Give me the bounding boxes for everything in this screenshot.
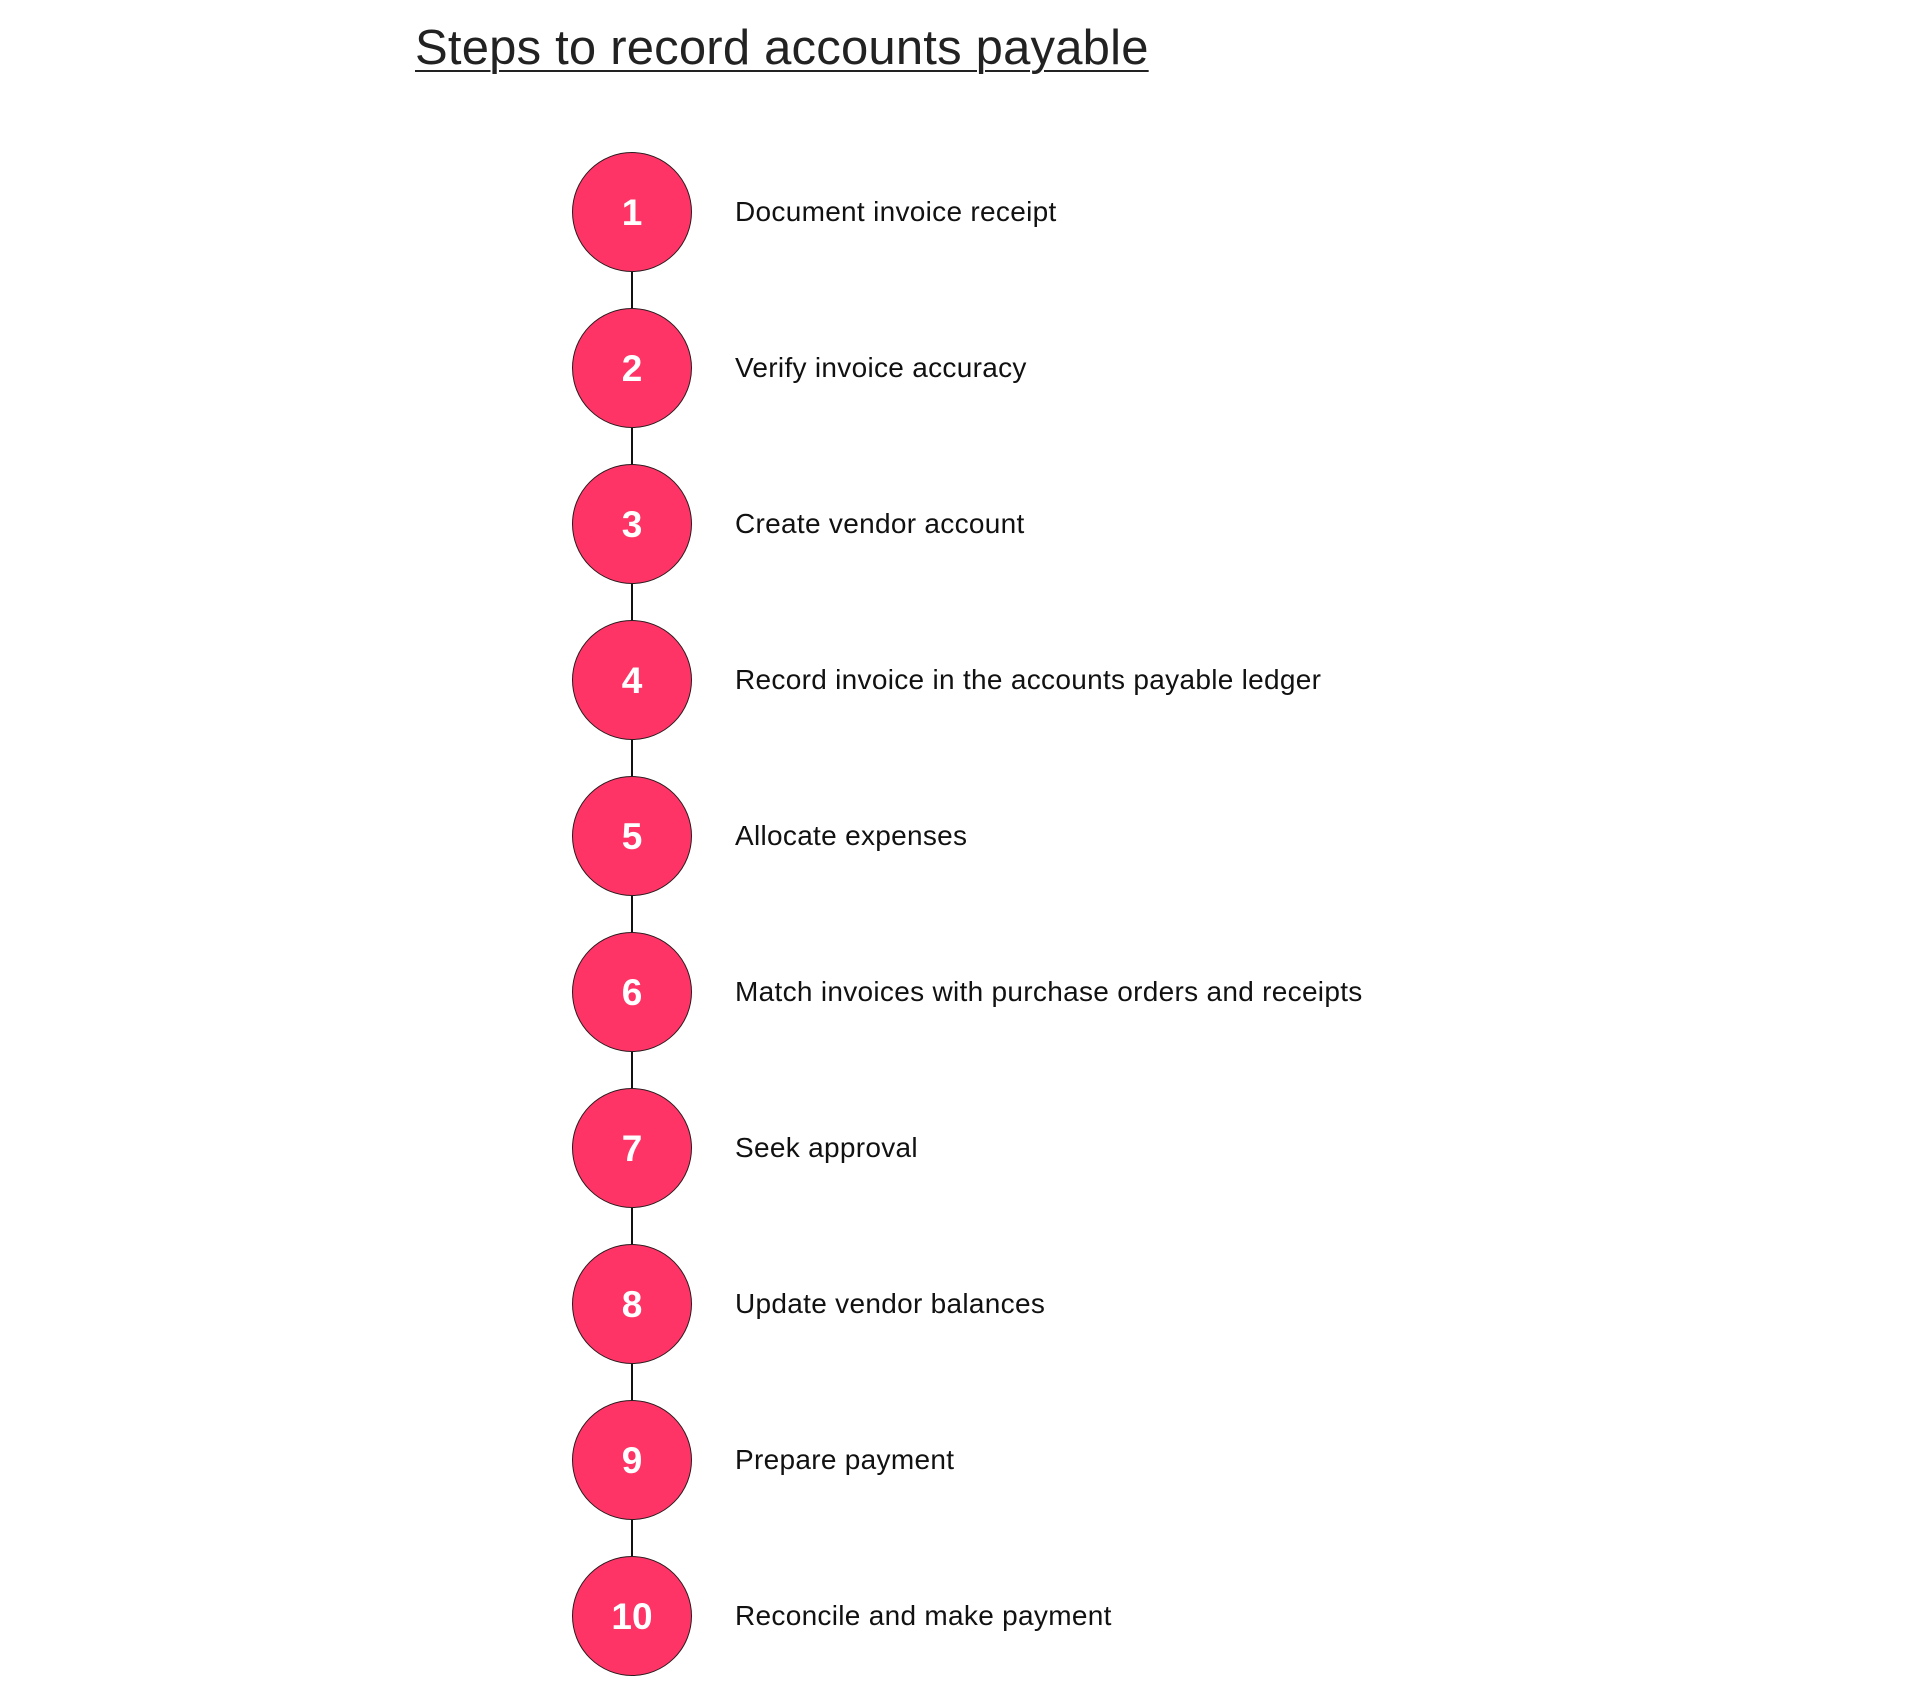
step-number-badge: 3 — [572, 464, 692, 584]
step-label: Update vendor balances — [735, 1288, 1046, 1319]
connector-line — [631, 1520, 633, 1558]
step-label: Match invoices with purchase orders and receipts — [735, 976, 1363, 1007]
step-number-badge: 10 — [572, 1556, 692, 1676]
step-4 — [572, 620, 1772, 740]
connector-line — [631, 740, 633, 778]
step-8 — [572, 1244, 1772, 1364]
page-title: Steps to record accounts payable — [415, 21, 1149, 75]
connector-line — [631, 1364, 633, 1402]
connector-line — [631, 1052, 633, 1090]
step-label: Seek approval — [735, 1132, 918, 1163]
step-label: Allocate expenses — [735, 820, 968, 851]
connector-line — [631, 1208, 633, 1246]
step-label: Create vendor account — [735, 508, 1025, 539]
step-2 — [572, 308, 1772, 428]
step-number-badge: 4 — [572, 620, 692, 740]
step-number-badge: 2 — [572, 308, 692, 428]
step-label: Prepare payment — [735, 1444, 955, 1475]
step-3 — [572, 464, 1772, 584]
step-label: Verify invoice accuracy — [735, 352, 1027, 383]
step-number-badge: 6 — [572, 932, 692, 1052]
step-9 — [572, 1400, 1772, 1520]
step-label: Document invoice receipt — [735, 196, 1057, 227]
step-number-badge: 9 — [572, 1400, 692, 1520]
step-number-badge: 7 — [572, 1088, 692, 1208]
connector-line — [631, 428, 633, 466]
connector-line — [631, 896, 633, 934]
step-1 — [572, 152, 1772, 272]
connector-line — [631, 584, 633, 622]
step-label: Record invoice in the accounts payable ledger — [735, 664, 1322, 695]
step-5 — [572, 776, 1772, 896]
connector-line — [631, 272, 633, 310]
step-number-badge: 8 — [572, 1244, 692, 1364]
step-10 — [572, 1556, 1772, 1676]
step-number-badge: 1 — [572, 152, 692, 272]
step-label: Reconcile and make payment — [735, 1600, 1112, 1631]
step-7 — [572, 1088, 1772, 1208]
step-6 — [572, 932, 1772, 1052]
step-number-badge: 5 — [572, 776, 692, 896]
